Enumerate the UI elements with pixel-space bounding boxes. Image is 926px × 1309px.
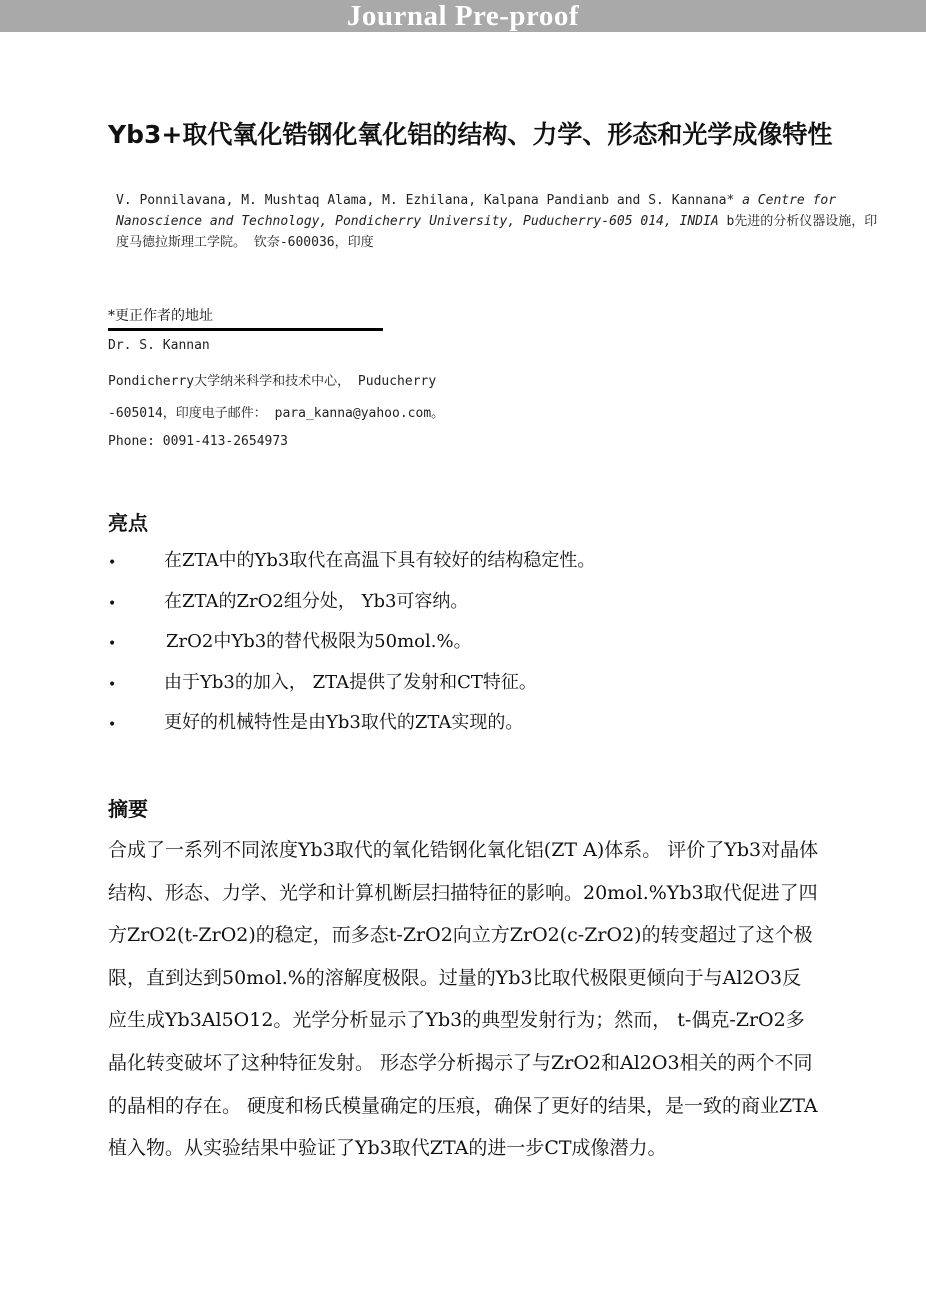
bullet-icon: • bbox=[108, 636, 117, 652]
highlight-text: 在ZTA的ZrO2组分处， Yb3可容纳。 bbox=[164, 590, 469, 612]
bullet-icon: • bbox=[108, 676, 117, 693]
affiliation-a: a Centre for Nanoscience and Technology, Pondicherry University, Puducherry-605 014, INDIA bbox=[116, 193, 837, 229]
abstract-heading: 摘要 bbox=[108, 797, 148, 821]
correspondence-address-1: Pondicherry大学纳米科学和技术中心， Puducherry bbox=[108, 374, 437, 389]
highlight-text: 在ZTA中的Yb3取代在高温下具有较好的结构稳定性。 bbox=[164, 550, 596, 571]
list-item bbox=[108, 626, 848, 667]
highlights-list bbox=[108, 545, 848, 748]
highlight-text: 由于Yb3的加入， ZTA提供了发射和CT特征。 bbox=[164, 671, 537, 693]
journal-preproof-banner: Journal Pre-proof bbox=[0, 0, 926, 32]
bullet-icon: • bbox=[108, 555, 117, 571]
bullet-icon: • bbox=[108, 717, 117, 733]
paper-title: Yb3+取代氧化锆钢化氧化铝的结构、力学、形态和光学成像特性 bbox=[108, 120, 833, 149]
list-item bbox=[108, 586, 848, 627]
abstract-text: 合成了一系列不同浓度Yb3取代的氧化锆钢化氧化铝(ZT A)体系。 评价了Yb3对晶体结构、形态、力学、光学和计算机断层扫描特征的影响。20mol.%Yb3取代促进了四方ZrO2(t-ZrO2)的稳定，而多态t-ZrO2向立方ZrO2(c-ZrO2)的转变超过了这个极限，直到达到50mol.%的溶解度极限。过量的Yb3比取代极限更倾向于与Al2O3反应生成Yb3Al5O12。光学分析显示了Yb3的典型发射行为；然而， t-偶克-ZrO2多晶化转变破坏了这种特征发射。 形态学分析揭示了与ZrO2和Al2O3相关的两个不同的晶相的存在。 硬度和杨氏模量确定的压痕，确保了更好的结果，是一致的商业ZTA植入物。从实验结果中验证了Yb3取代ZTA的进一步CT成像潜力。 bbox=[108, 839, 819, 1160]
highlight-text: ZrO2中Yb3的替代极限为50mol.%。 bbox=[166, 631, 472, 652]
author-names: V. Ponnilavana, M. Mushtaq Alama, M. Ezhilana, Kalpana Pandianb and S. Kannana* bbox=[116, 193, 735, 208]
list-item bbox=[108, 667, 848, 708]
correspondence-label: *更正作者的地址 bbox=[108, 308, 213, 324]
correspondence-name: Dr. S. Kannan bbox=[108, 338, 210, 353]
list-item bbox=[108, 545, 848, 586]
bullet-icon: • bbox=[108, 595, 117, 612]
author-block bbox=[116, 190, 886, 253]
correspondence-phone: Phone: 0091-413-2654973 bbox=[108, 434, 289, 449]
highlight-text: 更好的机械特性是由Yb3取代的ZTA实现的。 bbox=[164, 712, 524, 733]
correspondence-divider bbox=[108, 328, 383, 331]
affiliation-b: b先进的分析仪器设施，印度马德拉斯理工学院。 钦奈-600036，印度 bbox=[116, 214, 878, 250]
correspondence-address-email: -605014，印度电子邮件： para_kanna@yahoo.com。 bbox=[108, 406, 445, 421]
list-item bbox=[108, 707, 848, 748]
highlights-heading: 亮点 bbox=[108, 511, 148, 535]
